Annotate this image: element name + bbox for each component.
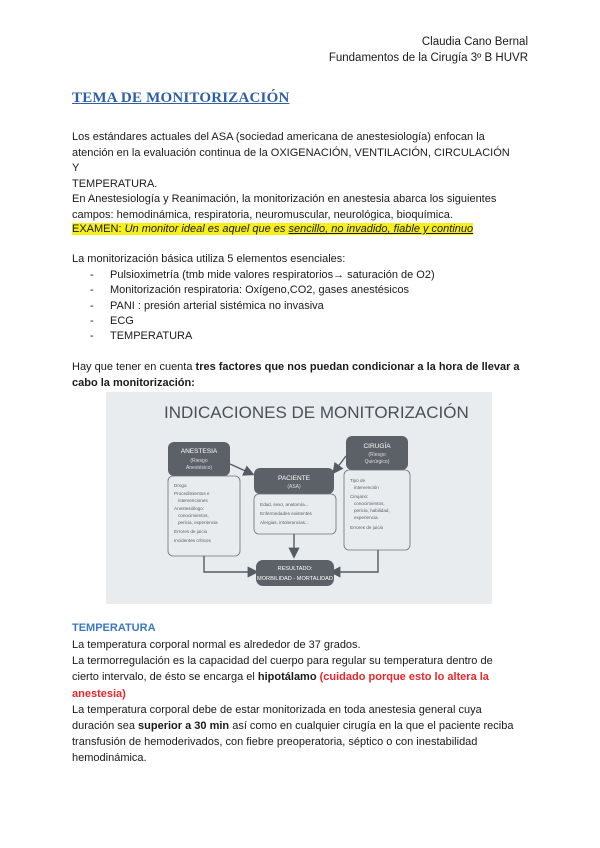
list-item: - Pulsioximetría (tmb mide valores respiratorios→ saturación de O2)	[72, 268, 435, 283]
cirugia-sub: (Riesgo	[368, 452, 386, 458]
resultado-value: MORBILIDAD - MORTALIDAD	[257, 576, 333, 582]
temp-line: La temperatura corporal debe de estar monitorizada en toda anestesia general cuya	[72, 703, 482, 716]
anestesia-header: ANESTESIA	[180, 448, 218, 455]
exam-italic: Un monitor ideal es aquel que es	[124, 223, 289, 235]
temp-line: transfusión de hemoderivados, con fiebre preoperatoria, séptico o con inestabilidad	[72, 736, 478, 749]
paciente-item: Enfermedades existentes	[260, 511, 312, 516]
temp-text: cierto intervalo, de ésto se encarga el	[72, 671, 258, 684]
anestesia-item: conocimientos,	[178, 513, 209, 518]
exam-underlined: sencillo, no invadido, fiable y continuo	[288, 223, 474, 235]
cirugia-item: Errores de juicio	[350, 525, 384, 530]
list-item: - Monitorización respiratoria: Oxígeno,CO2, gases anestésicos	[72, 283, 435, 298]
anestesia-sub: Anestésico)	[185, 465, 213, 471]
temp-line: hemodinámica.	[72, 752, 147, 765]
anestesia-item: Anestesiólogo:	[174, 506, 205, 511]
intro-line: Los estándares actuales del ASA (sociedad americana de anestesiología) enfocan la	[72, 131, 485, 143]
list-item: - PANI : presión arterial sistémica no invasiva	[72, 299, 435, 314]
anestesia-sub: (Riesgo	[190, 458, 208, 464]
cirugia-item: experiencia.	[354, 515, 379, 520]
anestesia-item: Errores de juicio	[174, 529, 208, 534]
monitoring-indications-slide	[106, 392, 492, 604]
anestesia-item: intervenciones	[178, 498, 208, 503]
course-name: Fundamentos de la Cirugía 3º B HUVR	[328, 52, 528, 64]
factors-normal: Hay que tener en cuenta	[72, 361, 196, 373]
exam-prefix: EXAMEN:	[72, 223, 125, 235]
temp-warning: (cuidado porque esto lo altera la	[316, 671, 489, 684]
paciente-sub: (ASA)	[287, 484, 301, 490]
elements-list	[72, 268, 435, 344]
cirugia-item: Cirujano:	[350, 494, 369, 499]
temp-line: La temperatura corporal normal es alrededor de 37 grados.	[72, 639, 361, 651]
resultado-box	[256, 560, 334, 586]
temp-bold: hipotálamo	[257, 671, 317, 684]
anestesia-item: pericia, experiencia	[178, 520, 218, 525]
anestesia-item: Droga	[174, 483, 187, 488]
cirugia-item: pericia, habilidad,	[354, 508, 390, 513]
cirugia-item: conocimientos,	[354, 501, 385, 506]
temp-bold: superior a 30 min	[138, 720, 230, 733]
resultado-label: RESULTADO:	[277, 566, 313, 572]
temp-warning: anestesia)	[72, 687, 126, 700]
intro-line: En Anestesiología y Reanimación, la monitorización en anestesia abarca los siguientes	[72, 193, 497, 206]
paciente-header: PACIENTE	[277, 475, 311, 482]
cirugia-sub: Quirúrgico)	[364, 459, 390, 465]
factors-bold: tres factores que nos puedan condicionar a la hora de llevar a	[195, 361, 520, 373]
temperatura-paragraph	[72, 637, 522, 767]
anestesia-item: Incidentes críticos	[174, 538, 211, 543]
intro-line: atención en la evaluación continua de la OXIGENACIÓN, VENTILACIÓN, CIRCULACIÓN Y	[72, 146, 510, 175]
author-name: Claudia Cano Bernal	[421, 36, 528, 48]
temp-text: así como en cualquier cirugía en la que el paciente reciba	[229, 720, 514, 733]
section-heading-temperatura: TEMPERATURA	[72, 622, 156, 634]
intro-paragraph	[72, 130, 512, 224]
cirugia-item: intervención	[354, 485, 379, 490]
temp-line: La termorregulación es la capacidad del cuerpo para regular su temperatura dentro de	[72, 655, 493, 668]
exam-note	[72, 222, 473, 237]
list-item: - TEMPERATURA	[72, 329, 435, 344]
basic-intro: La monitorización básica utiliza 5 elementos esenciales:	[72, 253, 346, 265]
factors-bold: cabo la monitorización:	[72, 376, 195, 389]
cirugia-item: Tipo de	[350, 478, 366, 483]
page-title: TEMA DE MONITORIZACIÓN	[72, 90, 290, 106]
paciente-item: Edad, sexo, anatomía...	[260, 502, 309, 507]
anestesia-item: Procedimientos e	[174, 491, 210, 496]
temp-text: duración sea	[72, 720, 139, 733]
cirugia-header: CIRUGÍA	[363, 443, 391, 450]
intro-line: TEMPERATURA.	[72, 177, 158, 190]
factors-paragraph	[72, 360, 522, 391]
paciente-item: Alergias, intolerancias...	[260, 520, 309, 525]
list-item: - ECG	[72, 314, 435, 329]
intro-line: campos: hemodinámica, respiratoria, neuromuscular, neurológica, bioquímica.	[72, 208, 453, 221]
slide-title: INDICACIONES DE MONITORIZACIÓN	[164, 403, 469, 422]
